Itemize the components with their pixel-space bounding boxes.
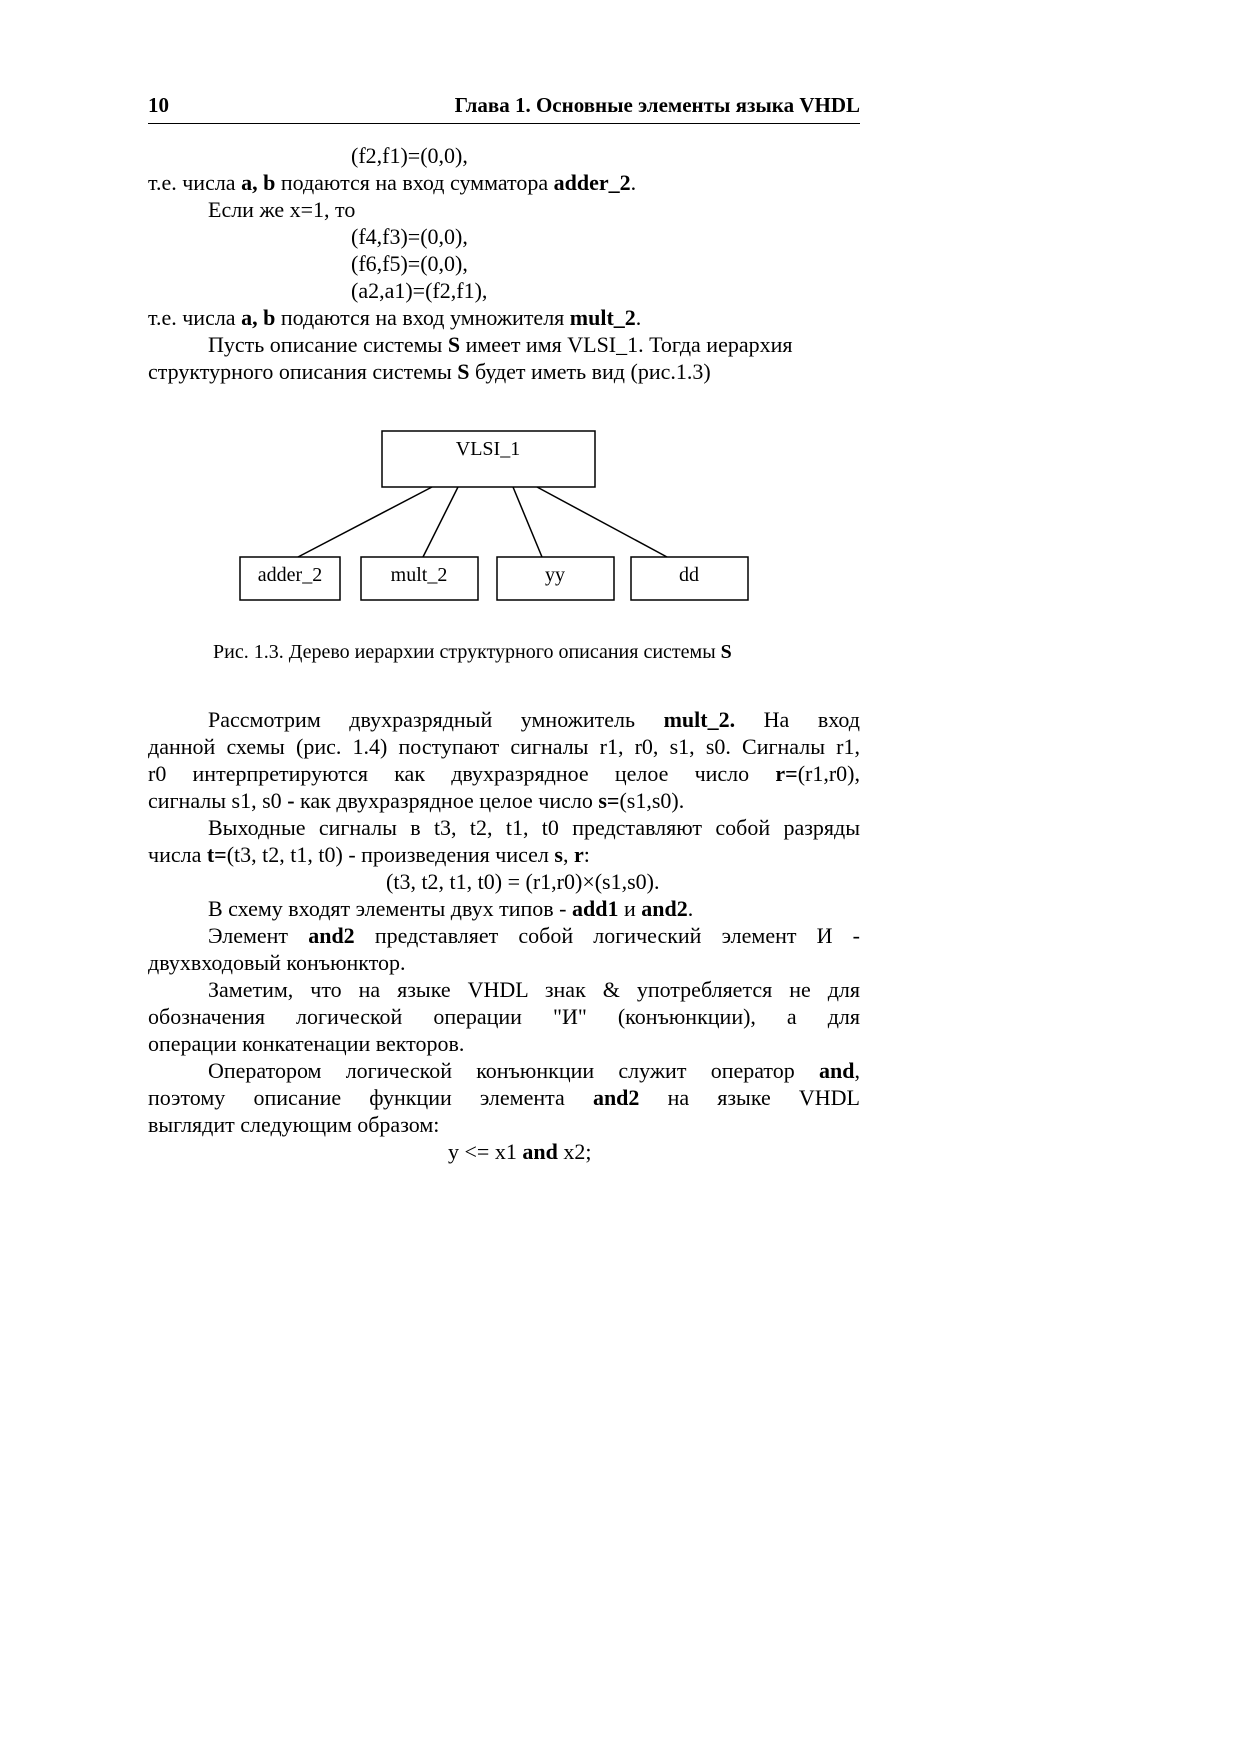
edge <box>513 487 542 557</box>
text-line: (a2,a1)=(f2,f1), <box>351 278 488 303</box>
text-line: данной схемы (рис. 1.4) поступают сигналы r1, r0, s1, s0. Сигналы r1, <box>148 734 860 759</box>
text-line: структурного описания системы S будет иметь вид (рис.1.3) <box>148 359 711 384</box>
page-number: 10 <box>148 93 169 117</box>
text-line: выглядит следующим образом: <box>148 1112 440 1137</box>
edge <box>423 487 458 557</box>
text-line: Рассмотрим двухразрядный умножитель mult_2. На вход <box>208 707 860 732</box>
root-label: VLSI_1 <box>455 438 521 460</box>
formula: (t3, t2, t1, t0) = (r1,r0)×(s1,s0). <box>386 869 660 894</box>
text-line: Элемент and2 представляет собой логический элемент И - <box>208 923 860 948</box>
text-line: (f4,f3)=(0,0), <box>351 224 468 249</box>
hierarchy-diagram <box>0 0 1240 700</box>
text-line: поэтому описание функции элемента and2 на языке VHDL <box>148 1085 860 1110</box>
text-line: Пусть описание системы S имеет имя VLSI_1. Тогда иерархия <box>208 332 793 357</box>
text-line: (f2,f1)=(0,0), <box>351 143 468 168</box>
child-label: mult_2 <box>390 564 448 586</box>
child-label: adder_2 <box>257 564 323 586</box>
text-line: Заметим, что на языке VHDL знак & употребляется не для <box>208 977 860 1002</box>
figure-caption: Рис. 1.3. Дерево иерархии структурного описания системы S <box>213 641 732 663</box>
code-line: y <= x1 and x2; <box>448 1139 592 1164</box>
text-line: сигналы s1, s0 - как двухразрядное целое число s=(s1,s0). <box>148 788 685 813</box>
text-line: (f6,f5)=(0,0), <box>351 251 468 276</box>
text-line: Выходные сигналы в t3, t2, t1, t0 представляют собой разряды <box>208 815 860 840</box>
text-line: Если же x=1, то <box>208 197 356 222</box>
child-label: yy <box>545 564 565 586</box>
text-line: В схему входят элементы двух типов - add1 и and2. <box>208 896 694 921</box>
text-line: т.е. числа a, b подаются на вход сумматора adder_2. <box>148 170 637 195</box>
child-label: dd <box>679 564 699 586</box>
chapter-title: Глава 1. Основные элементы языка VHDL <box>454 93 860 117</box>
edge <box>298 487 432 557</box>
text-line: числа t=(t3, t2, t1, t0) - произведения чисел s, r: <box>148 842 590 867</box>
text-line: r0 интерпретируются как двухразрядное целое число r=(r1,r0), <box>148 761 860 786</box>
text-line: обозначения логической операции "И" (конъюнкции), а для <box>148 1004 860 1029</box>
text-line: т.е. числа a, b подаются на вход умножителя mult_2. <box>148 305 642 330</box>
text-line: двухвходовый конъюнктор. <box>148 950 406 975</box>
text-line: Оператором логической конъюнкции служит оператор and, <box>208 1058 860 1083</box>
text-line: операции конкатенации векторов. <box>148 1031 465 1056</box>
edge <box>537 487 667 557</box>
